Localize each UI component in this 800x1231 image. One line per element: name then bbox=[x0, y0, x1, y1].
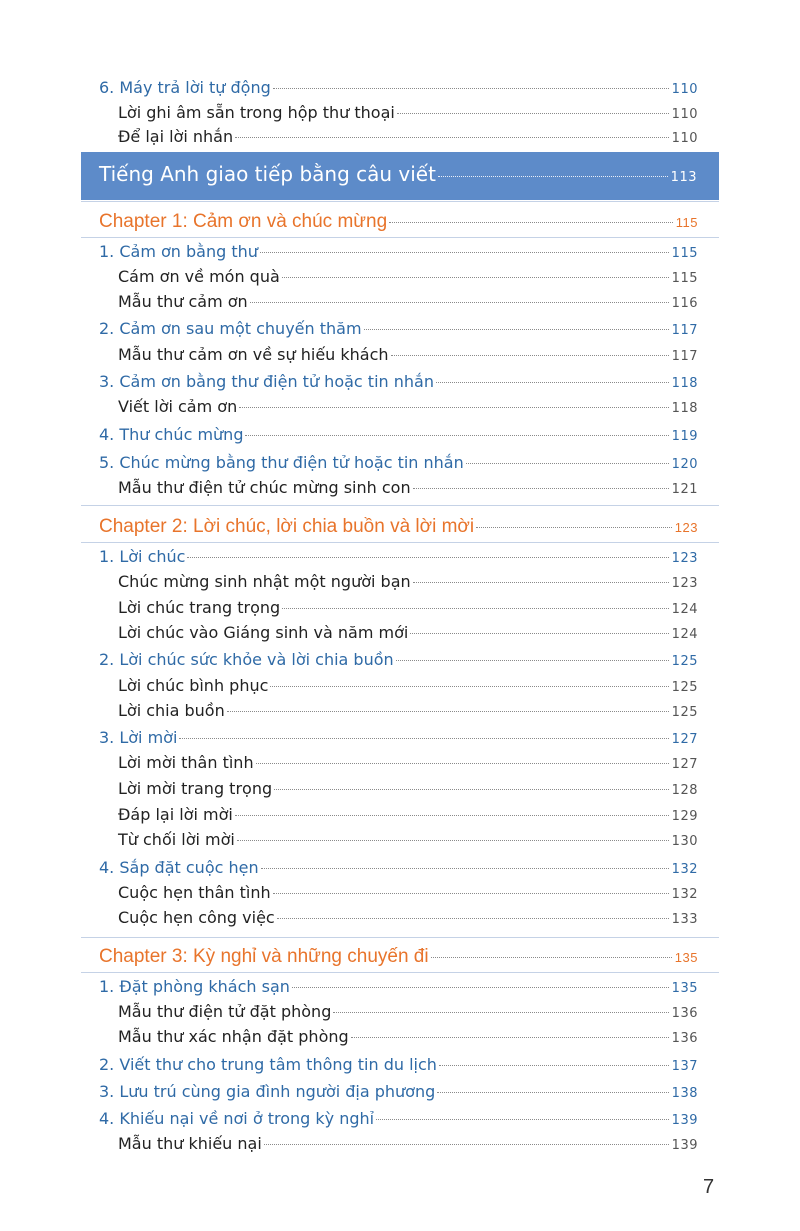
toc-entry-page: 118 bbox=[671, 401, 698, 416]
toc-entry-page: 116 bbox=[671, 296, 698, 311]
toc-section-entry[interactable] bbox=[99, 728, 698, 747]
dot-leader bbox=[438, 176, 668, 177]
toc-entry-title: 4. Sắp đặt cuộc hẹn bbox=[99, 858, 259, 877]
toc-entry-page: 130 bbox=[671, 834, 698, 849]
toc-entry-page: 119 bbox=[671, 429, 698, 444]
toc-entry-title: 3. Cảm ơn bằng thư điện tử hoặc tin nhắn bbox=[99, 372, 434, 391]
toc-entry-page: 132 bbox=[671, 887, 698, 902]
toc-entry-title: 3. Lưu trú cùng gia đình người địa phương bbox=[99, 1082, 436, 1101]
toc-section-entry[interactable] bbox=[99, 650, 698, 669]
toc-entry-title: Lời mời thân tình bbox=[118, 753, 254, 772]
toc-entry-title: Từ chối lời mời bbox=[118, 830, 235, 849]
toc-entry-title: 4. Khiếu nại về nơi ở trong kỳ nghỉ bbox=[99, 1109, 375, 1128]
toc-entry-title: Cám ơn về món quà bbox=[118, 267, 280, 286]
toc-entry-page: 137 bbox=[671, 1059, 698, 1074]
dot-leader bbox=[439, 1065, 669, 1066]
toc-entry-title: Lời chúc bình phục bbox=[118, 676, 269, 695]
toc-entry-page: 110 bbox=[671, 131, 698, 146]
dot-leader bbox=[476, 527, 672, 528]
toc-entry-page: 115 bbox=[671, 271, 698, 286]
divider bbox=[81, 937, 719, 938]
toc-section-entry[interactable] bbox=[99, 547, 698, 566]
toc-sub-entry[interactable] bbox=[118, 292, 698, 311]
toc-section-entry[interactable] bbox=[99, 372, 698, 391]
toc-entry-title: Chúc mừng sinh nhật một người bạn bbox=[118, 572, 411, 591]
dot-leader bbox=[397, 113, 669, 114]
chapter-entry[interactable] bbox=[99, 211, 698, 233]
dot-leader bbox=[436, 382, 669, 383]
toc-sub-entry[interactable] bbox=[118, 267, 698, 286]
dot-leader bbox=[333, 1012, 668, 1013]
toc-entry-title: Mẫu thư điện tử chúc mừng sinh con bbox=[118, 478, 411, 497]
chapter-page: 135 bbox=[674, 950, 698, 965]
toc-entry-page: 125 bbox=[671, 705, 698, 720]
toc-entry-page: 123 bbox=[671, 551, 698, 566]
toc-entry-page: 123 bbox=[671, 576, 698, 591]
chapter-title: Chapter 1: Cảm ơn và chúc mừng bbox=[99, 211, 388, 232]
toc-section-entry[interactable] bbox=[99, 1109, 698, 1128]
chapter-entry[interactable] bbox=[99, 516, 698, 538]
toc-entry-title: Đáp lại lời mời bbox=[118, 805, 233, 824]
part-page: 113 bbox=[670, 170, 697, 185]
toc-entry-page: 115 bbox=[671, 246, 698, 261]
dot-leader bbox=[466, 463, 669, 464]
toc-sub-entry[interactable] bbox=[118, 676, 698, 695]
toc-entry-title: Mẫu thư cảm ơn về sự hiếu khách bbox=[118, 345, 389, 364]
toc-entry-page: 124 bbox=[671, 627, 698, 642]
toc-entry-title: Lời ghi âm sẵn trong hộp thư thoại bbox=[118, 103, 395, 122]
toc-entry-title: Để lại lời nhắn bbox=[118, 127, 234, 146]
dot-leader bbox=[410, 633, 668, 634]
dot-leader bbox=[273, 893, 669, 894]
dot-leader bbox=[237, 840, 669, 841]
toc-section-entry[interactable] bbox=[99, 453, 698, 472]
toc-entry-title: 6. Máy trả lời tự động bbox=[99, 78, 271, 97]
toc-entry-page: 133 bbox=[671, 912, 698, 927]
toc-entry-title: Cuộc hẹn thân tình bbox=[118, 883, 271, 902]
toc-entry-title: Lời chúc trang trọng bbox=[118, 598, 281, 617]
toc-section-entry[interactable] bbox=[99, 977, 698, 996]
toc-entry-title: 2. Cảm ơn sau một chuyến thăm bbox=[99, 319, 362, 338]
toc-entry-page: 117 bbox=[671, 323, 698, 338]
dot-leader bbox=[235, 815, 669, 816]
toc-entry-page: 121 bbox=[671, 482, 698, 497]
divider bbox=[81, 972, 719, 973]
dot-leader bbox=[391, 355, 669, 356]
toc-entry-title: 2. Lời chúc sức khỏe và lời chia buồn bbox=[99, 650, 394, 669]
toc-sub-entry[interactable] bbox=[118, 701, 698, 720]
toc-sub-entry[interactable] bbox=[118, 883, 698, 902]
part-header-band bbox=[81, 152, 719, 200]
toc-entry-title: Mẫu thư khiếu nại bbox=[118, 1134, 262, 1153]
dot-leader bbox=[389, 222, 673, 223]
toc-section-entry[interactable] bbox=[99, 78, 698, 97]
divider bbox=[81, 505, 719, 506]
toc-sub-entry[interactable] bbox=[118, 397, 698, 416]
toc-entry-page: 132 bbox=[671, 862, 698, 877]
chapter-title: Chapter 2: Lời chúc, lời chia buồn và lời mời bbox=[99, 516, 475, 537]
toc-sub-entry[interactable] bbox=[118, 478, 698, 497]
toc-entry-page: 135 bbox=[671, 981, 698, 996]
toc-entry-title: Lời chúc vào Giáng sinh và năm mới bbox=[118, 623, 409, 642]
divider bbox=[81, 201, 719, 202]
toc-entry-title: 3. Lời mời bbox=[99, 728, 178, 747]
toc-section-entry[interactable] bbox=[99, 1082, 698, 1101]
toc-entry-page: 127 bbox=[671, 732, 698, 747]
dot-leader bbox=[260, 252, 669, 253]
dot-leader bbox=[250, 302, 669, 303]
toc-entry-title: 2. Viết thư cho trung tâm thông tin du lịch bbox=[99, 1055, 437, 1074]
dot-leader bbox=[396, 660, 669, 661]
toc-entry-page: 136 bbox=[671, 1031, 698, 1046]
toc-sub-entry[interactable] bbox=[118, 908, 698, 927]
toc-section-entry[interactable] bbox=[99, 858, 698, 877]
chapter-page: 123 bbox=[674, 520, 698, 535]
dot-leader bbox=[437, 1092, 668, 1093]
dot-leader bbox=[277, 918, 669, 919]
toc-entry-page: 120 bbox=[671, 457, 698, 472]
toc-sub-entry[interactable] bbox=[118, 127, 698, 146]
dot-leader bbox=[413, 582, 669, 583]
toc-entry-title: Mẫu thư điện tử đặt phòng bbox=[118, 1002, 332, 1021]
toc-sub-entry[interactable] bbox=[118, 103, 698, 122]
dot-leader bbox=[227, 711, 669, 712]
toc-entry-page: 110 bbox=[671, 82, 698, 97]
toc-entry-page: 128 bbox=[671, 783, 698, 798]
toc-entry-title: Mẫu thư xác nhận đặt phòng bbox=[118, 1027, 349, 1046]
toc-sub-entry[interactable] bbox=[118, 830, 698, 849]
chapter-entry[interactable] bbox=[99, 946, 698, 968]
toc-entry-page: 110 bbox=[671, 107, 698, 122]
divider bbox=[81, 542, 719, 543]
toc-entry-page: 139 bbox=[671, 1113, 698, 1128]
toc-entry-page: 129 bbox=[671, 809, 698, 824]
toc-sub-entry[interactable] bbox=[118, 572, 698, 591]
dot-leader bbox=[264, 1144, 669, 1145]
toc-sub-entry[interactable] bbox=[118, 805, 698, 824]
toc-entry-page: 138 bbox=[671, 1086, 698, 1101]
dot-leader bbox=[292, 987, 669, 988]
dot-leader bbox=[256, 763, 669, 764]
toc-sub-entry[interactable] bbox=[118, 779, 698, 798]
dot-leader bbox=[179, 738, 668, 739]
toc-section-entry[interactable] bbox=[99, 425, 698, 444]
toc-entry-title: Cuộc hẹn công việc bbox=[118, 908, 275, 927]
toc-sub-entry[interactable] bbox=[118, 598, 698, 617]
dot-leader bbox=[431, 957, 672, 958]
dot-leader bbox=[282, 608, 669, 609]
dot-leader bbox=[245, 435, 668, 436]
page-number: 7 bbox=[703, 1176, 715, 1198]
dot-leader bbox=[273, 88, 669, 89]
toc-entry-page: 117 bbox=[671, 349, 698, 364]
toc-sub-entry[interactable] bbox=[118, 623, 698, 642]
toc-entry-page: 139 bbox=[671, 1138, 698, 1153]
toc-sub-entry[interactable] bbox=[118, 1027, 698, 1046]
dot-leader bbox=[364, 329, 669, 330]
divider bbox=[81, 237, 719, 238]
part-title-entry[interactable] bbox=[99, 162, 697, 186]
toc-entry-page: 124 bbox=[671, 602, 698, 617]
toc-entry-page: 118 bbox=[671, 376, 698, 391]
toc-entry-title: 5. Chúc mừng bằng thư điện tử hoặc tin nhắn bbox=[99, 453, 464, 472]
toc-sub-entry[interactable] bbox=[118, 753, 698, 772]
toc-section-entry[interactable] bbox=[99, 242, 698, 261]
dot-leader bbox=[187, 557, 668, 558]
toc-section-entry[interactable] bbox=[99, 1055, 698, 1074]
toc-sub-entry[interactable] bbox=[118, 1134, 698, 1153]
toc-entry-title: Lời mời trang trọng bbox=[118, 779, 273, 798]
dot-leader bbox=[235, 137, 669, 138]
toc-entry-title: Viết lời cảm ơn bbox=[118, 397, 238, 416]
toc-entry-page: 125 bbox=[671, 654, 698, 669]
dot-leader bbox=[270, 686, 668, 687]
toc-sub-entry[interactable] bbox=[118, 1002, 698, 1021]
dot-leader bbox=[413, 488, 669, 489]
dot-leader bbox=[376, 1119, 669, 1120]
chapter-page: 115 bbox=[675, 215, 698, 230]
dot-leader bbox=[261, 868, 669, 869]
dot-leader bbox=[351, 1037, 669, 1038]
chapter-title: Chapter 3: Kỳ nghỉ và những chuyến đi bbox=[99, 946, 429, 967]
toc-section-entry[interactable] bbox=[99, 319, 698, 338]
toc-entry-title: Lời chia buồn bbox=[118, 701, 225, 720]
toc-entry-page: 136 bbox=[671, 1006, 698, 1021]
toc-entry-page: 127 bbox=[671, 757, 698, 772]
toc-entry-title: Mẫu thư cảm ơn bbox=[118, 292, 248, 311]
dot-leader bbox=[274, 789, 669, 790]
toc-entry-title: 1. Đặt phòng khách sạn bbox=[99, 977, 290, 996]
toc-sub-entry[interactable] bbox=[118, 345, 698, 364]
dot-leader bbox=[282, 277, 669, 278]
toc-entry-page: 125 bbox=[671, 680, 698, 695]
toc-entry-title: 1. Lời chúc bbox=[99, 547, 186, 566]
toc-entry-title: 1. Cảm ơn bằng thư bbox=[99, 242, 258, 261]
toc-entry-title: 4. Thư chúc mừng bbox=[99, 425, 244, 444]
part-title: Tiếng Anh giao tiếp bằng câu viết bbox=[99, 162, 436, 186]
dot-leader bbox=[239, 407, 668, 408]
